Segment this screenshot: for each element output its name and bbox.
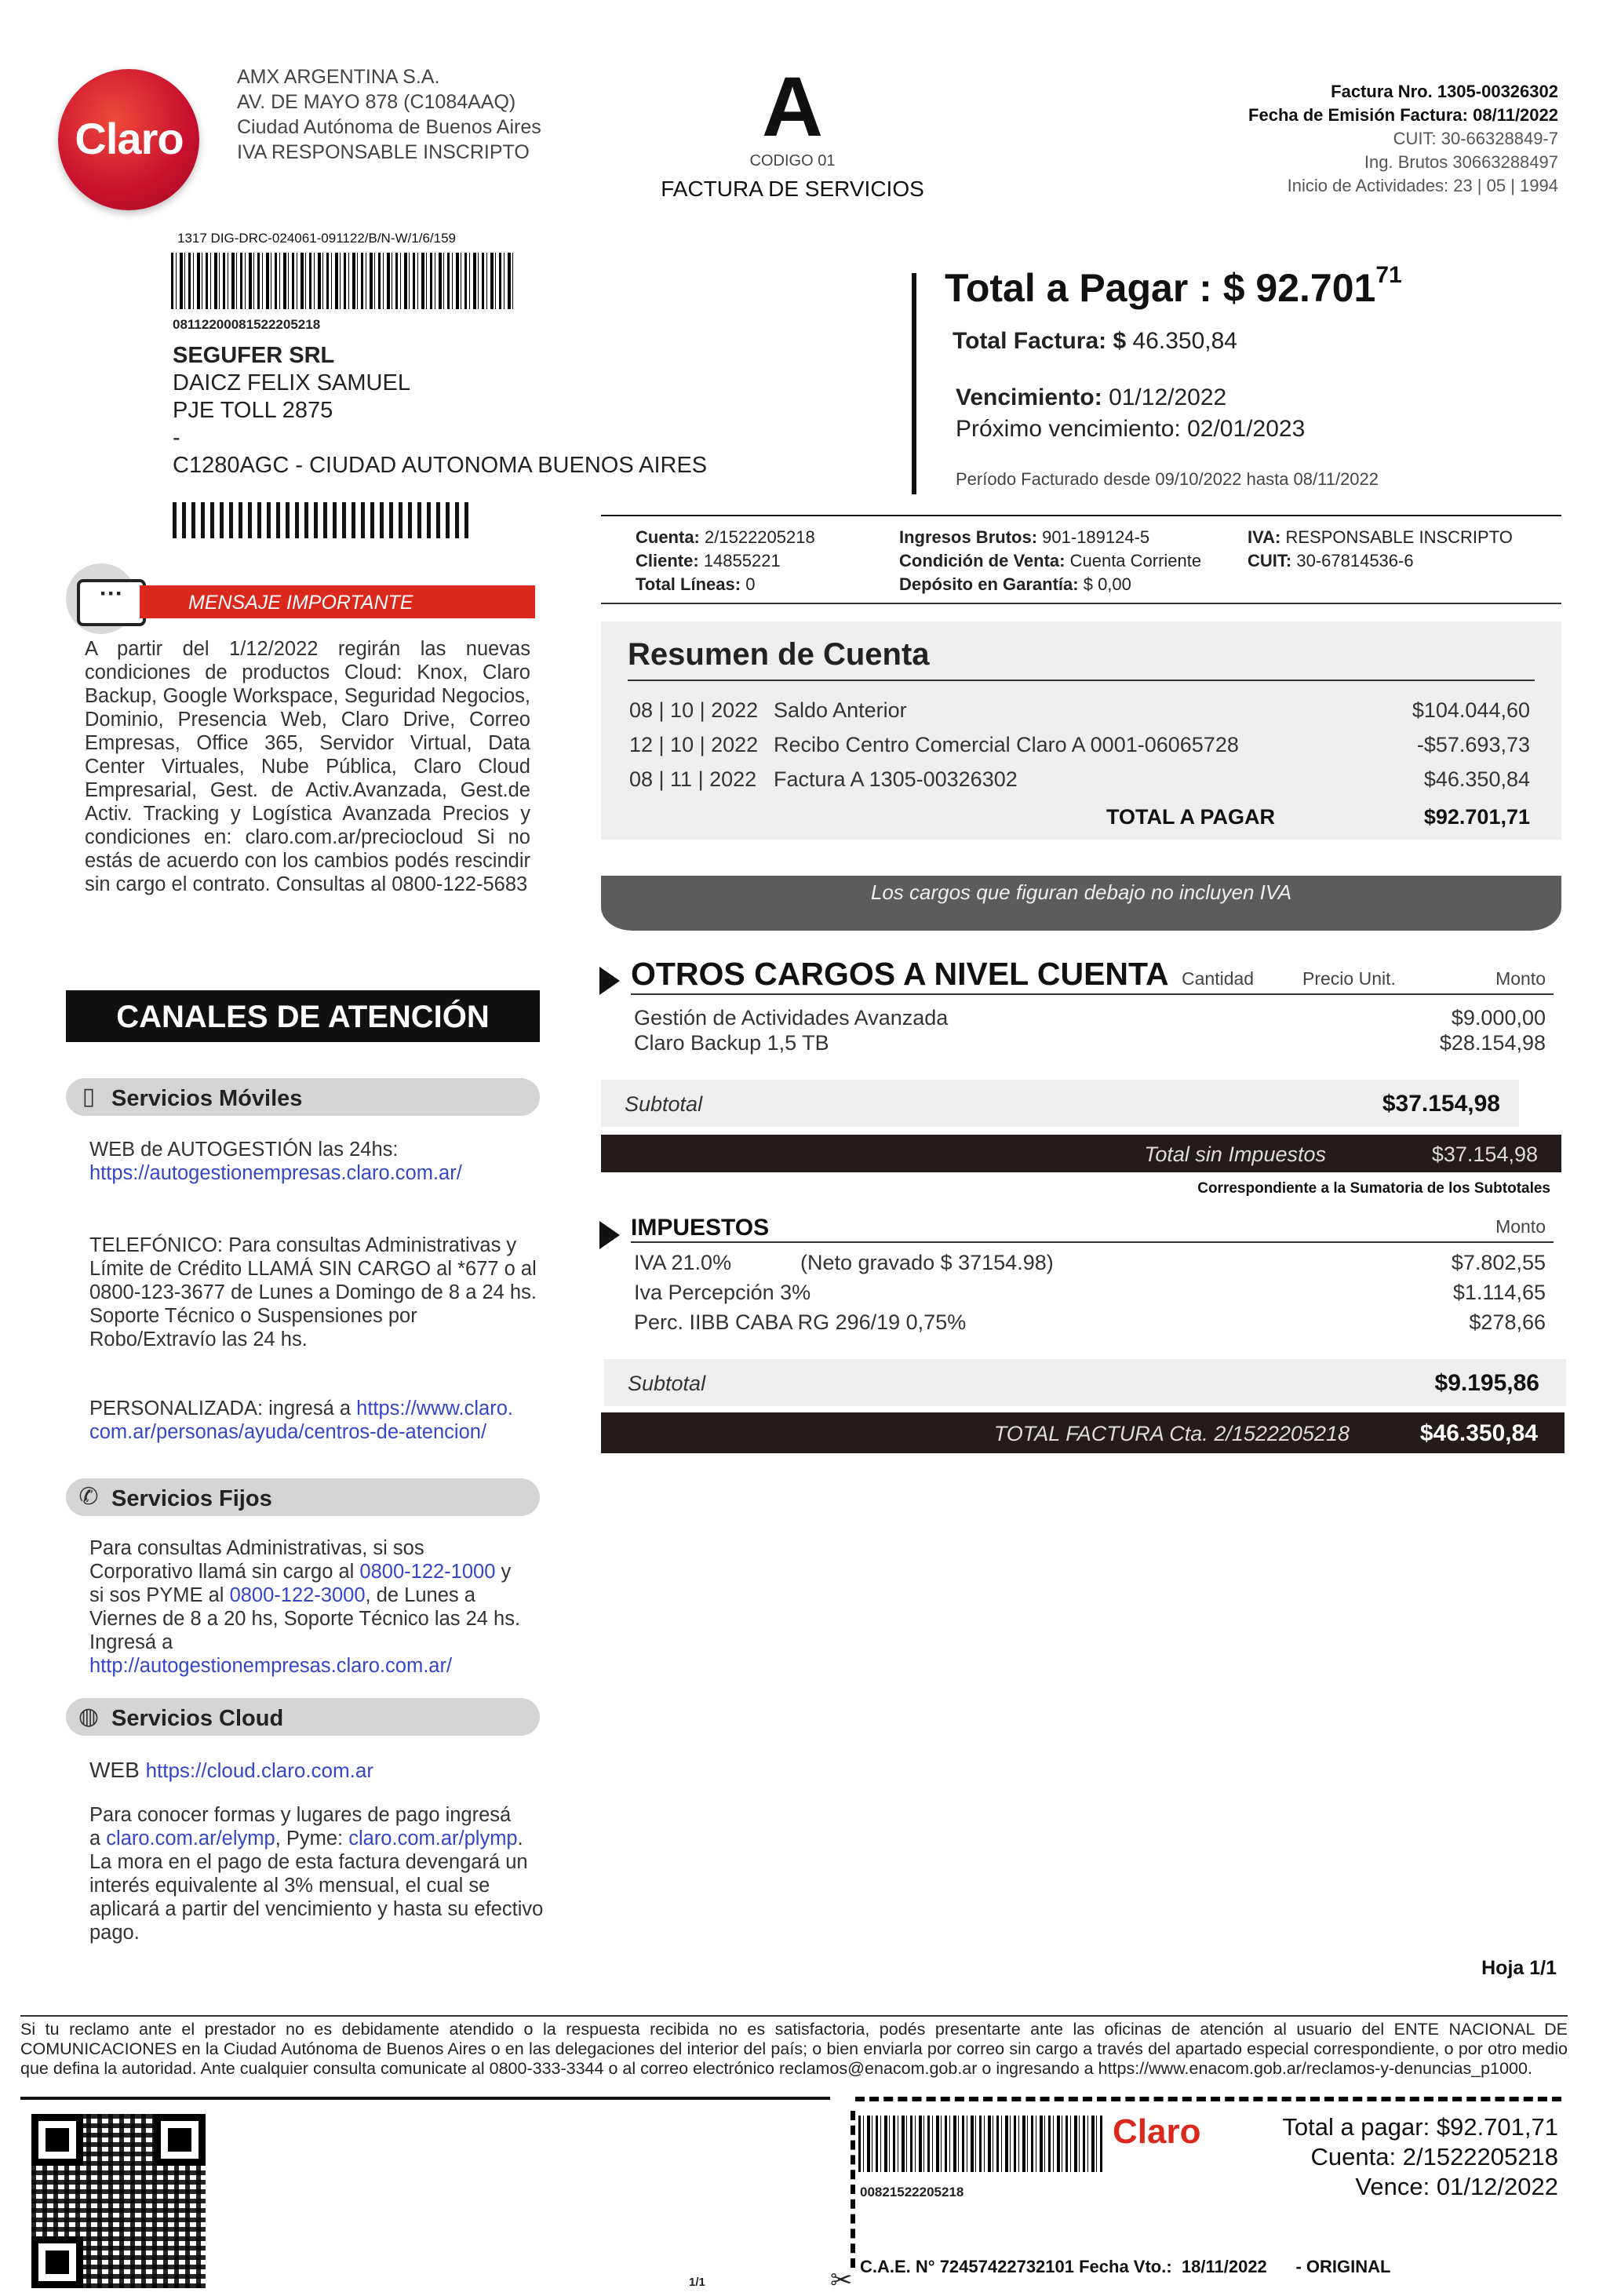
company-address: AV. DE MAYO 878 (C1084AAQ) (237, 91, 516, 113)
impuestos-item-amount: $1.114,65 (1452, 1281, 1546, 1304)
fijos-line-5: Ingresá a (89, 1631, 173, 1653)
chat-bubble-icon: ··· (77, 579, 146, 626)
invoice-number: Factura Nro. 1305-00326302 (1331, 82, 1558, 101)
section-arrow-icon (599, 967, 620, 995)
iva-banner (601, 876, 1561, 931)
cloud-pay-pyme: , Pyme: (275, 1828, 344, 1850)
fijos-line-2-end: y (501, 1561, 512, 1583)
fijos-line-3: si sos PYME al (89, 1584, 224, 1606)
account-col-1 (636, 526, 815, 596)
account-col-2 (899, 526, 1201, 596)
total-sin-impuestos-label: Total sin Impuestos (1144, 1143, 1326, 1166)
coupon-cae: C.A.E. N° 72457422732101 Fecha Vto.: 18/11/2022 - ORIGINAL (860, 2257, 1391, 2276)
coupon-vence-value: 01/12/2022 (1436, 2173, 1558, 2200)
impuestos-subtotal-band (604, 1359, 1566, 1406)
impuestos-subtotal-label: Subtotal (628, 1372, 706, 1395)
account-top-line (601, 515, 1561, 516)
impuestos-item-amount: $278,66 (1469, 1310, 1546, 1334)
company-iva: IVA RESPONSABLE INSCRIPTO (237, 141, 530, 163)
invoice-start: Inicio de Actividades: 23 | 05 | 1994 (1287, 176, 1558, 195)
cliente-value: 14855221 (703, 551, 781, 570)
iva-banner-text: Los cargos que figuran debajo no incluyen IVA (870, 880, 1292, 904)
recipient-dash: - (173, 425, 180, 450)
cloud-pay-link-1[interactable]: claro.com.ar/elymp (106, 1828, 275, 1850)
billing-period: Período Facturado desde 09/10/2022 hasta 08/11/2022 (956, 469, 1379, 489)
impuestos-col-amount: Monto (1495, 1216, 1546, 1237)
moviles-web-link[interactable]: https://autogestionempresas.claro.com.ar/ (89, 1162, 462, 1184)
doc-title: FACTURA DE SERVICIOS (661, 177, 924, 201)
legal-bottom-line (20, 2097, 830, 2100)
total-to-pay (945, 262, 1402, 311)
doc-code: CODIGO 01 (749, 152, 836, 169)
resumen-title-line (628, 680, 1535, 681)
qr-corner (31, 2114, 83, 2166)
mail-barcode (171, 253, 516, 309)
ib-value: 901-189124-5 (1042, 527, 1150, 547)
lineas-label: Total Líneas: (636, 574, 741, 594)
impuestos-title: IMPUESTOS (631, 1215, 770, 1241)
recipient-person: DAICZ FELIX SAMUEL (173, 370, 410, 395)
coupon-barcode (858, 2116, 1103, 2172)
resumen-title: Resumen de Cuenta (628, 637, 930, 672)
qr-corner (31, 2236, 83, 2288)
coupon-cuenta-label: Cuenta: (1310, 2143, 1397, 2170)
recipient-address (173, 342, 707, 479)
due-date (956, 384, 1226, 411)
section-moviles-title: Servicios Móviles (111, 1086, 303, 1111)
resumen-row-amount: $104.044,60 (1412, 698, 1530, 722)
otros-col-qty: Cantidad (1182, 968, 1255, 989)
otros-col-price: Precio Unit. (1302, 968, 1396, 989)
cliente-label: Cliente: (636, 551, 699, 570)
coupon-cuenta-value: 2/1522205218 (1402, 2143, 1558, 2170)
mobile-phone-icon: ▯ (82, 1084, 96, 1110)
due-date-value: 01/12/2022 (1109, 384, 1227, 410)
dep-label: Depósito en Garantía: (899, 574, 1079, 594)
resumen-total-value: $92.701,71 (1423, 805, 1530, 829)
coupon-page: 1/1 (689, 2276, 705, 2289)
channels-title-bar (66, 990, 540, 1042)
doc-type-box (651, 59, 934, 202)
recipient-company: SEGUFER SRL (173, 343, 335, 368)
due-date-label: Vencimiento: (956, 384, 1102, 410)
total-sin-impuestos-bar (601, 1135, 1561, 1172)
ib-label: Ingresos Brutos: (899, 527, 1038, 547)
total-factura-value: $46.350,84 (1419, 1420, 1538, 1446)
coupon-cut-line (855, 2097, 1561, 2101)
postal-barcode (173, 502, 474, 538)
total-to-pay-label: Total a Pagar : $ 92.701 (945, 266, 1376, 310)
moviles-phone: TELEFÓNICO: Para consultas Administrativas y Límite de Crédito LLAMÁ SIN CARGO al *677 o al 0800-123-3677 de Lunes a Domingo de 8 a 24 hs. Soporte Técnico o Suspensiones por Robo/Extravío las 24 hs. (89, 1234, 537, 1350)
fijos-line-2: Corporativo llamá sin cargo al (89, 1561, 355, 1583)
legal-top-line (20, 2015, 1568, 2017)
otros-item-amount: $9.000,00 (1451, 1006, 1546, 1030)
resumen-total-label: TOTAL A PAGAR (1106, 805, 1275, 829)
cloud-web-label: WEB (89, 1758, 140, 1782)
resumen-row-amount: $46.350,84 (1423, 767, 1530, 791)
phone-handset-icon: ✆ (78, 1484, 99, 1510)
otros-title: OTROS CARGOS A NIVEL CUENTA (631, 956, 1169, 992)
fijos-line-1: Para consultas Administrativas, si sos (89, 1537, 424, 1559)
total-factura-label: Total Factura: $ (953, 328, 1127, 354)
impuestos-item-desc: Iva Percepción 3% (634, 1281, 811, 1304)
cuit-value: 30-67814536-6 (1296, 551, 1414, 570)
total-factura-value: 46.350,84 (1132, 328, 1237, 354)
total-factura-bar (601, 1412, 1565, 1453)
impuestos-item-desc: IVA 21.0% (634, 1251, 732, 1274)
iva-value: RESPONSABLE INSCRIPTO (1285, 527, 1513, 547)
cloud-pay-dot: . (517, 1828, 523, 1850)
section-moviles (66, 1078, 540, 1116)
otros-note: Correspondiente a la Sumatoria de los Subtotales (1197, 1180, 1550, 1197)
moviles-personal-label: PERSONALIZADA: ingresá a (89, 1398, 352, 1420)
fijos-tel-pyme[interactable]: 0800-122-3000 (229, 1584, 366, 1606)
total-factura (953, 328, 1237, 355)
next-due-date: Próximo vencimiento: 02/01/2023 (956, 416, 1306, 442)
cuenta-label: Cuenta: (636, 527, 700, 547)
invoice-issue-date: Fecha de Emisión Factura: 08/11/2022 (1248, 105, 1558, 125)
company-name: AMX ARGENTINA S.A. (237, 66, 440, 88)
otros-item-amount: $28.154,98 (1439, 1031, 1546, 1055)
account-col-3 (1248, 526, 1513, 573)
otros-item-desc: Claro Backup 1,5 TB (634, 1031, 829, 1055)
doc-letter: A (762, 59, 823, 154)
mail-barcode-number: 08112200081522205218 (173, 317, 321, 332)
total-to-pay-cents: 71 (1375, 262, 1402, 289)
qr-corner (154, 2114, 206, 2166)
fijos-text (89, 1536, 552, 1678)
moviles-personal-link-2[interactable]: com.ar/personas/ayuda/centros-de-atencion/ (89, 1421, 487, 1443)
total-sin-impuestos-value: $37.154,98 (1431, 1143, 1538, 1166)
section-arrow-icon (599, 1221, 620, 1249)
resumen-row-desc: Factura A 1305-00326302 (774, 767, 1018, 791)
message-header-bar (140, 585, 535, 618)
otros-subtotal-value: $37.154,98 (1382, 1091, 1500, 1117)
channels-title: CANALES DE ATENCIÓN (116, 1000, 490, 1034)
otros-subtotal-band (601, 1080, 1519, 1127)
section-fijos-title: Servicios Fijos (111, 1486, 272, 1511)
scissors-icon: ✂ (830, 2265, 853, 2295)
fijos-tel-corporativo[interactable]: 0800-122-1000 (359, 1561, 496, 1583)
coupon-summary (1282, 2112, 1558, 2202)
mail-code-line: 1317 DIG-DRC-024061-091122/B/N-W/1/6/159 (177, 231, 456, 246)
globe-icon: ◍ (78, 1704, 100, 1729)
iva-label: IVA: (1248, 527, 1281, 547)
section-fijos (66, 1478, 540, 1516)
cloud-late-fee: La mora en el pago de esta factura devengará un interés equivalente al 3% mensual, el cual se aplicará a partir del vencimiento y hasta su efectivo pago. (89, 1851, 544, 1944)
cond-value: Cuenta Corriente (1069, 551, 1202, 570)
recipient-city: C1280AGC - CIUDAD AUTONOMA BUENOS AIRES (173, 453, 708, 478)
coupon-claro-logo: Claro (1113, 2112, 1201, 2151)
fijos-link[interactable]: http://autogestionempresas.claro.com.ar/ (89, 1655, 453, 1677)
fijos-line-4: Viernes de 8 a 20 hs, Soporte Técnico las 24 hs. (89, 1608, 521, 1630)
cuit-label: CUIT: (1248, 551, 1292, 570)
lineas-value: 0 (745, 574, 756, 594)
coupon-total-label: Total a pagar: (1282, 2113, 1430, 2141)
legal-text: Si tu reclamo ante el prestador no es debidamente atendido o la respuesta recibida no es satisfactoria, podés presentarte ante las oficinas de atención al usuario del ENTE NACIONAL DE COMUNICACIONES en la Ciudad Autónoma de Buenos Aires o en las delegaciones del interior del país; o bien enviarla por correo sin cargo a través del apartado especial correspondiente, o por otro medio que defina la autoridad. Ante cualquier consulta comunicate al 0800-333-3344 o al correo electrónico reclamos@enacom.gob.ar o ingresando a https://www.enacom.gob.ar/reclamos-y-denuncias_p1000. (20, 2020, 1568, 2078)
otros-col-amount: Monto (1495, 968, 1546, 989)
moviles-web (89, 1138, 545, 1185)
message-header: MENSAJE IMPORTANTE (188, 592, 413, 614)
cuenta-value: 2/1522205218 (705, 527, 815, 547)
cloud-pay-link-2[interactable]: claro.com.ar/plymp (348, 1828, 518, 1850)
fijos-line-3-end: , de Lunes a (365, 1584, 475, 1606)
qr-code (31, 2114, 206, 2288)
account-bottom-line (601, 603, 1561, 604)
cloud-pay-a: a (89, 1828, 101, 1850)
otros-item-desc: Gestión de Actividades Avanzada (634, 1006, 949, 1030)
invoice-ing-brutos: Ing. Brutos 30663288497 (1364, 152, 1558, 172)
coupon-vence-label: Vence: (1355, 2173, 1430, 2200)
cond-label: Condición de Venta: (899, 551, 1065, 570)
section-cloud-title: Servicios Cloud (111, 1706, 284, 1731)
cloud-web-link[interactable]: https://cloud.claro.com.ar (145, 1758, 374, 1782)
dep-value: $ 0,00 (1083, 574, 1131, 594)
impuestos-item-desc: Perc. IIBB CABA RG 296/19 0,75% (634, 1310, 967, 1334)
moviles-personal (89, 1397, 545, 1444)
claro-logo (58, 69, 199, 210)
invoice-info (1087, 80, 1558, 198)
coupon-total-value: $92.701,71 (1436, 2113, 1558, 2141)
page-number: Hoja 1/1 (1481, 1957, 1557, 1979)
impuestos-item-amount: $7.802,55 (1451, 1251, 1546, 1274)
coupon-barcode-number: 00821522205218 (860, 2185, 964, 2199)
invoice-cuit: CUIT: 30-66328849-7 (1393, 129, 1558, 148)
resumen-row-amount: -$57.693,73 (1416, 733, 1530, 756)
moviles-web-label: WEB de AUTOGESTIÓN las 24hs: (89, 1139, 399, 1161)
cloud-web (89, 1758, 373, 1783)
resumen-row-date: 08 | 11 | 2022 (629, 767, 757, 791)
message-body: A partir del 1/12/2022 regirán las nuevas condiciones de productos Cloud: Knox, Claro Backup, Google Workspace, Seguridad Negocios, Dominio, Presencia Web, Claro Drive, Correo Empresas, Office 365, Servidor Virtual, Data Center Virtuales, Nube Pública, Claro Cloud Empresarial, Gest. de Activ.Avanzada, Gest.de Activ. Tracking y Logística Avanzada Precios y condiciones en: claro.com.ar/preciocloud Si no estás de acuerdo con los cambios podés rescindir sin cargo el contrato. Consultas al 0800-122-5683 (85, 638, 530, 895)
impuestos-item-extra: (Neto gravado $ 37154.98) (800, 1251, 1054, 1274)
resumen-row-date: 08 | 10 | 2022 (629, 698, 759, 722)
coupon-side-cut-line (851, 2111, 855, 2268)
company-city: Ciudad Autónoma de Buenos Aires (237, 116, 541, 138)
resumen-row-date: 12 | 10 | 2022 (629, 733, 759, 756)
cloud-pay-line-1: Para conocer formas y lugares de pago ingresá (89, 1804, 512, 1826)
total-factura-label: TOTAL FACTURA Cta. 2/1522205218 (993, 1422, 1350, 1445)
resumen-row-desc: Recibo Centro Comercial Claro A 0001-06065728 (774, 733, 1239, 756)
resumen-row-desc: Saldo Anterior (774, 698, 907, 722)
impuestos-subtotal-value: $9.195,86 (1434, 1370, 1539, 1396)
company-info (237, 64, 541, 165)
totals-divider (912, 273, 916, 494)
otros-subtotal-label: Subtotal (625, 1092, 703, 1116)
logo-text: Claro (75, 114, 184, 163)
cloud-payment (89, 1803, 560, 1944)
moviles-personal-link-1[interactable]: https://www.claro. (356, 1398, 513, 1420)
recipient-street: PJE TOLL 2875 (173, 398, 333, 423)
section-cloud (66, 1698, 540, 1736)
otros-title-line (631, 993, 1554, 995)
impuestos-title-line (631, 1241, 1554, 1243)
